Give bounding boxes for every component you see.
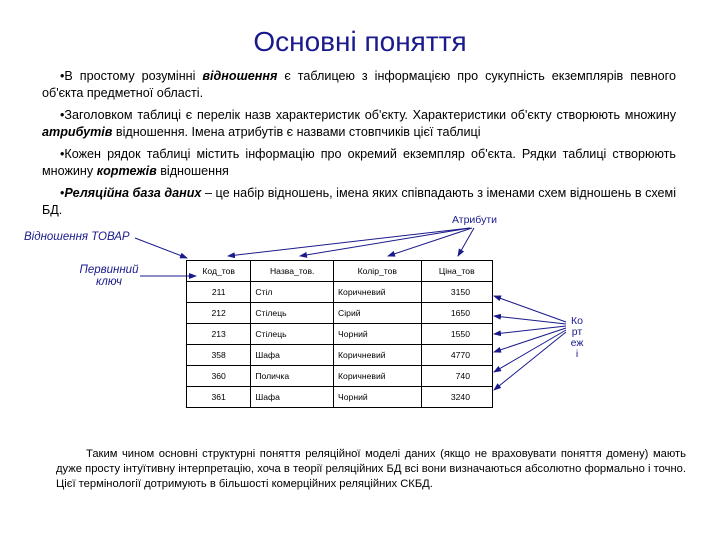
table-cell: Шафа bbox=[251, 387, 334, 408]
summary-paragraph: Таким чином основні структурні поняття реляційної моделі даних (якщо не враховувати поняття домену) мають дуже просту інтуїтивну інтерпретацію, хоча в теорії реляційних БД всі вони визначаються абсолютно формально і точно. Цієї термінології дотримують в більшості комерційних реляційних СКБД. bbox=[56, 448, 686, 491]
table-cell: Коричневий bbox=[334, 366, 422, 387]
bullet-emphasis: Реляційна база даних bbox=[64, 186, 202, 200]
column-header: Назва_тов. bbox=[251, 261, 334, 282]
tuple-arrow bbox=[494, 328, 566, 352]
tuple-arrow bbox=[494, 296, 566, 322]
bullet-item: •В простому розумінні відношення є таблицею з інформацією про сукупність екземплярів певного об'єкта предметної області. bbox=[42, 69, 676, 100]
bullet-item: •Кожен рядок таблиці містить інформацію про окремий екземпляр об'єкта. Рядки таблиці створюють множину кортежів відношення bbox=[42, 147, 676, 178]
table-cell: 211 bbox=[187, 282, 251, 303]
table-cell: 213 bbox=[187, 324, 251, 345]
table-row bbox=[187, 282, 493, 303]
bullet-emphasis: кортежів bbox=[96, 163, 157, 178]
tuple-arrow bbox=[494, 326, 566, 334]
bullet-emphasis: атрибутів bbox=[42, 124, 113, 139]
table-cell: 360 bbox=[187, 366, 251, 387]
bullet-text: В простому розумінні bbox=[64, 69, 203, 83]
table-cell: Стілець bbox=[251, 324, 334, 345]
table-cell: 4770 bbox=[421, 345, 492, 366]
table-cell: Коричневий bbox=[334, 345, 422, 366]
table-cell: 361 bbox=[187, 387, 251, 408]
relation-arrow bbox=[135, 238, 187, 258]
table-row bbox=[187, 345, 493, 366]
bullet-item: •Заголовком таблиці є перелік назв характеристик об'єкту. Характеристики об'єкту створюють множину атрибутів відношення. Імена атрибутів є назвами стовпчиків цієї таблиці bbox=[42, 108, 676, 139]
primary-key-label-line: Первинний bbox=[79, 264, 139, 276]
table-cell: Стіл bbox=[251, 282, 334, 303]
bullet-text: є таблицею з інформацією про сукупність екземплярів певного об'єкта предметної області. bbox=[42, 69, 676, 100]
relation-label: Відношення ТОВАР bbox=[24, 231, 130, 243]
table-cell: Сірий bbox=[334, 303, 422, 324]
tuple-arrow bbox=[494, 316, 566, 324]
tuple-arrow bbox=[494, 332, 566, 390]
tuple-arrow bbox=[494, 330, 566, 372]
column-header: Код_тов bbox=[187, 261, 251, 282]
bullet-text: Кожен рядок таблиці містить інформацію про окремий екземпляр об'єкта. Рядки таблиці створюють множину bbox=[42, 147, 676, 178]
table-row bbox=[187, 324, 493, 345]
column-header: Колір_тов bbox=[334, 261, 422, 282]
table-cell: 1550 bbox=[421, 324, 492, 345]
table-cell: Чорний bbox=[334, 387, 422, 408]
bullet-emphasis: відношення bbox=[202, 69, 278, 83]
bullet-item: •Реляційна база даних – це набір відношень, імена яких співпадають з іменами схем відношень в схемі БД. bbox=[42, 186, 676, 217]
relation-table bbox=[186, 260, 493, 408]
slide-title: Основні поняття bbox=[253, 26, 467, 57]
table-cell: Чорний bbox=[334, 324, 422, 345]
table-cell: Поличка bbox=[251, 366, 334, 387]
column-header: Ціна_тов bbox=[421, 261, 492, 282]
table-cell: 3240 bbox=[421, 387, 492, 408]
bullet-text: відношення. Імена атрибутів є назвами стовпчиків цієї таблиці bbox=[112, 124, 481, 139]
table-cell: 3150 bbox=[421, 282, 492, 303]
table-cell: 212 bbox=[187, 303, 251, 324]
table-row bbox=[187, 366, 493, 387]
tuples-label: Кортежі bbox=[570, 315, 584, 360]
table-row bbox=[187, 387, 493, 408]
primary-key-label bbox=[78, 264, 140, 288]
table-cell: 358 bbox=[187, 345, 251, 366]
bullet-text: – це набір відношень, імена яких співпадають з іменами схем відношень в схемі БД. bbox=[42, 186, 676, 217]
table-cell: Шафа bbox=[251, 345, 334, 366]
table-cell: Коричневий bbox=[334, 282, 422, 303]
bullet-text: відношення bbox=[156, 163, 229, 178]
table-row bbox=[187, 303, 493, 324]
table-header-row bbox=[187, 261, 493, 282]
attribute-arrow bbox=[300, 228, 470, 256]
table-cell: 1650 bbox=[421, 303, 492, 324]
table-cell: Стілець bbox=[251, 303, 334, 324]
table-cell: 740 bbox=[421, 366, 492, 387]
bullet-text: Заголовком таблиці є перелік назв характеристик об'єкту. Характеристики об'єкту створюють множину bbox=[64, 108, 676, 122]
attribute-arrow bbox=[228, 228, 470, 256]
primary-key-label-line: ключ bbox=[96, 276, 122, 288]
attributes-label: Атрибути bbox=[452, 214, 497, 226]
